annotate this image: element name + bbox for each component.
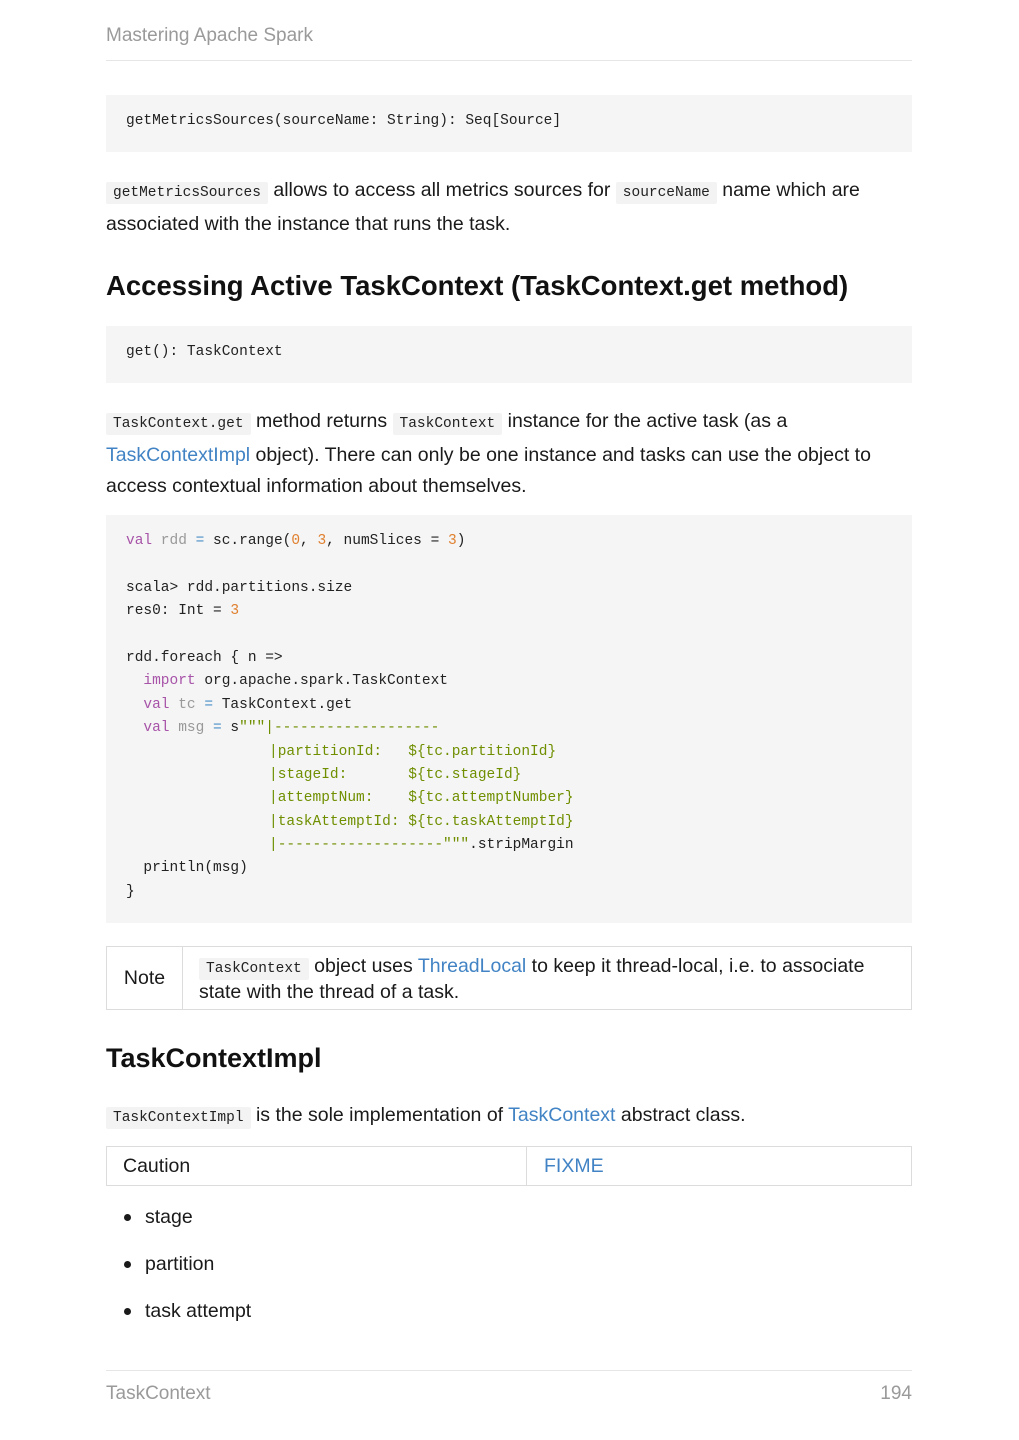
bullet-icon bbox=[124, 1261, 131, 1268]
bullet-icon bbox=[124, 1214, 131, 1221]
code-line: println(msg) bbox=[126, 860, 248, 877]
code-line: |stageId: ${tc.stageId} bbox=[269, 766, 522, 783]
note-admonition bbox=[106, 946, 912, 1010]
threadlocal-link[interactable]: ThreadLocal bbox=[417, 955, 527, 977]
inline-code: TaskContext.get bbox=[106, 413, 251, 435]
signature-code-block bbox=[106, 95, 912, 152]
bullet-list bbox=[106, 1202, 251, 1343]
fixme-link[interactable]: FIXME bbox=[544, 1155, 604, 1177]
code-line: |taskAttemptId: ${tc.taskAttemptId} bbox=[269, 813, 574, 830]
section-heading-active-taskcontext: Accessing Active TaskContext (TaskContext.get method) bbox=[106, 270, 849, 301]
code-line: |partitionId: ${tc.partitionId} bbox=[269, 743, 557, 760]
signature-code-block bbox=[106, 326, 912, 383]
note-text: TaskContext object uses ThreadLocal to keep it thread-local, i.e. to associate state with the thread of a task. bbox=[199, 955, 865, 1003]
section-heading-taskcontextimpl: TaskContextImpl bbox=[106, 1043, 322, 1073]
note-label: Note bbox=[107, 947, 183, 1009]
code-line: |attemptNum: ${tc.attemptNumber} bbox=[269, 790, 574, 807]
code-line: val msg = s"""|------------------- bbox=[143, 720, 440, 737]
code-line: rdd.foreach { n => bbox=[126, 649, 283, 666]
code-line: } bbox=[126, 883, 135, 900]
paragraph-taskcontextimpl: TaskContextImpl is the sole implementation of TaskContext abstract class. bbox=[106, 1100, 912, 1134]
taskcontextimpl-link[interactable]: TaskContextImpl bbox=[106, 444, 251, 466]
code-line: import org.apache.spark.TaskContext bbox=[143, 673, 448, 690]
example-code-block bbox=[106, 515, 912, 923]
page-number: 194 bbox=[880, 1383, 912, 1404]
code-line: |-------------------""".stripMargin bbox=[269, 837, 574, 854]
bullet-icon bbox=[124, 1308, 131, 1315]
footer-divider bbox=[106, 1370, 912, 1371]
footer-chapter: TaskContext bbox=[106, 1383, 211, 1404]
list-item: partition bbox=[106, 1249, 251, 1296]
code-line: res0: Int = 3 bbox=[126, 603, 240, 620]
code-line-blank bbox=[126, 624, 912, 647]
code-line: get(): TaskContext bbox=[126, 344, 283, 360]
inline-code: TaskContextImpl bbox=[106, 1107, 251, 1129]
code-line: val tc = TaskContext.get bbox=[143, 696, 353, 713]
caution-admonition bbox=[106, 1146, 912, 1186]
paragraph-taskcontext-get: TaskContext.get method returns TaskContext instance for the active task (as a TaskContextImpl object). There can only be one instance and tasks can use the object to access contextual information about themselves. bbox=[106, 410, 871, 497]
list-item: task attempt bbox=[106, 1296, 251, 1343]
code-line: getMetricsSources(sourceName: String): Seq[Source] bbox=[126, 113, 562, 129]
list-item: stage bbox=[106, 1202, 251, 1249]
inline-code: getMetricsSources bbox=[106, 182, 268, 204]
inline-code: TaskContext bbox=[199, 958, 309, 980]
inline-code: TaskContext bbox=[393, 413, 503, 435]
code-line-blank bbox=[126, 553, 912, 576]
code-line: val rdd = sc.range(0, 3, numSlices = 3) bbox=[126, 533, 466, 549]
running-header: Mastering Apache Spark bbox=[106, 25, 314, 46]
header-divider bbox=[106, 60, 912, 61]
caution-label: Caution bbox=[107, 1147, 527, 1185]
paragraph-metrics-sources: getMetricsSources allows to access all metrics sources for sourceName name which are associated with the instance that runs the task. bbox=[106, 179, 860, 235]
code-line: scala> rdd.partitions.size bbox=[126, 579, 353, 596]
inline-code: sourceName bbox=[616, 182, 717, 204]
taskcontext-link[interactable]: TaskContext bbox=[508, 1104, 616, 1126]
